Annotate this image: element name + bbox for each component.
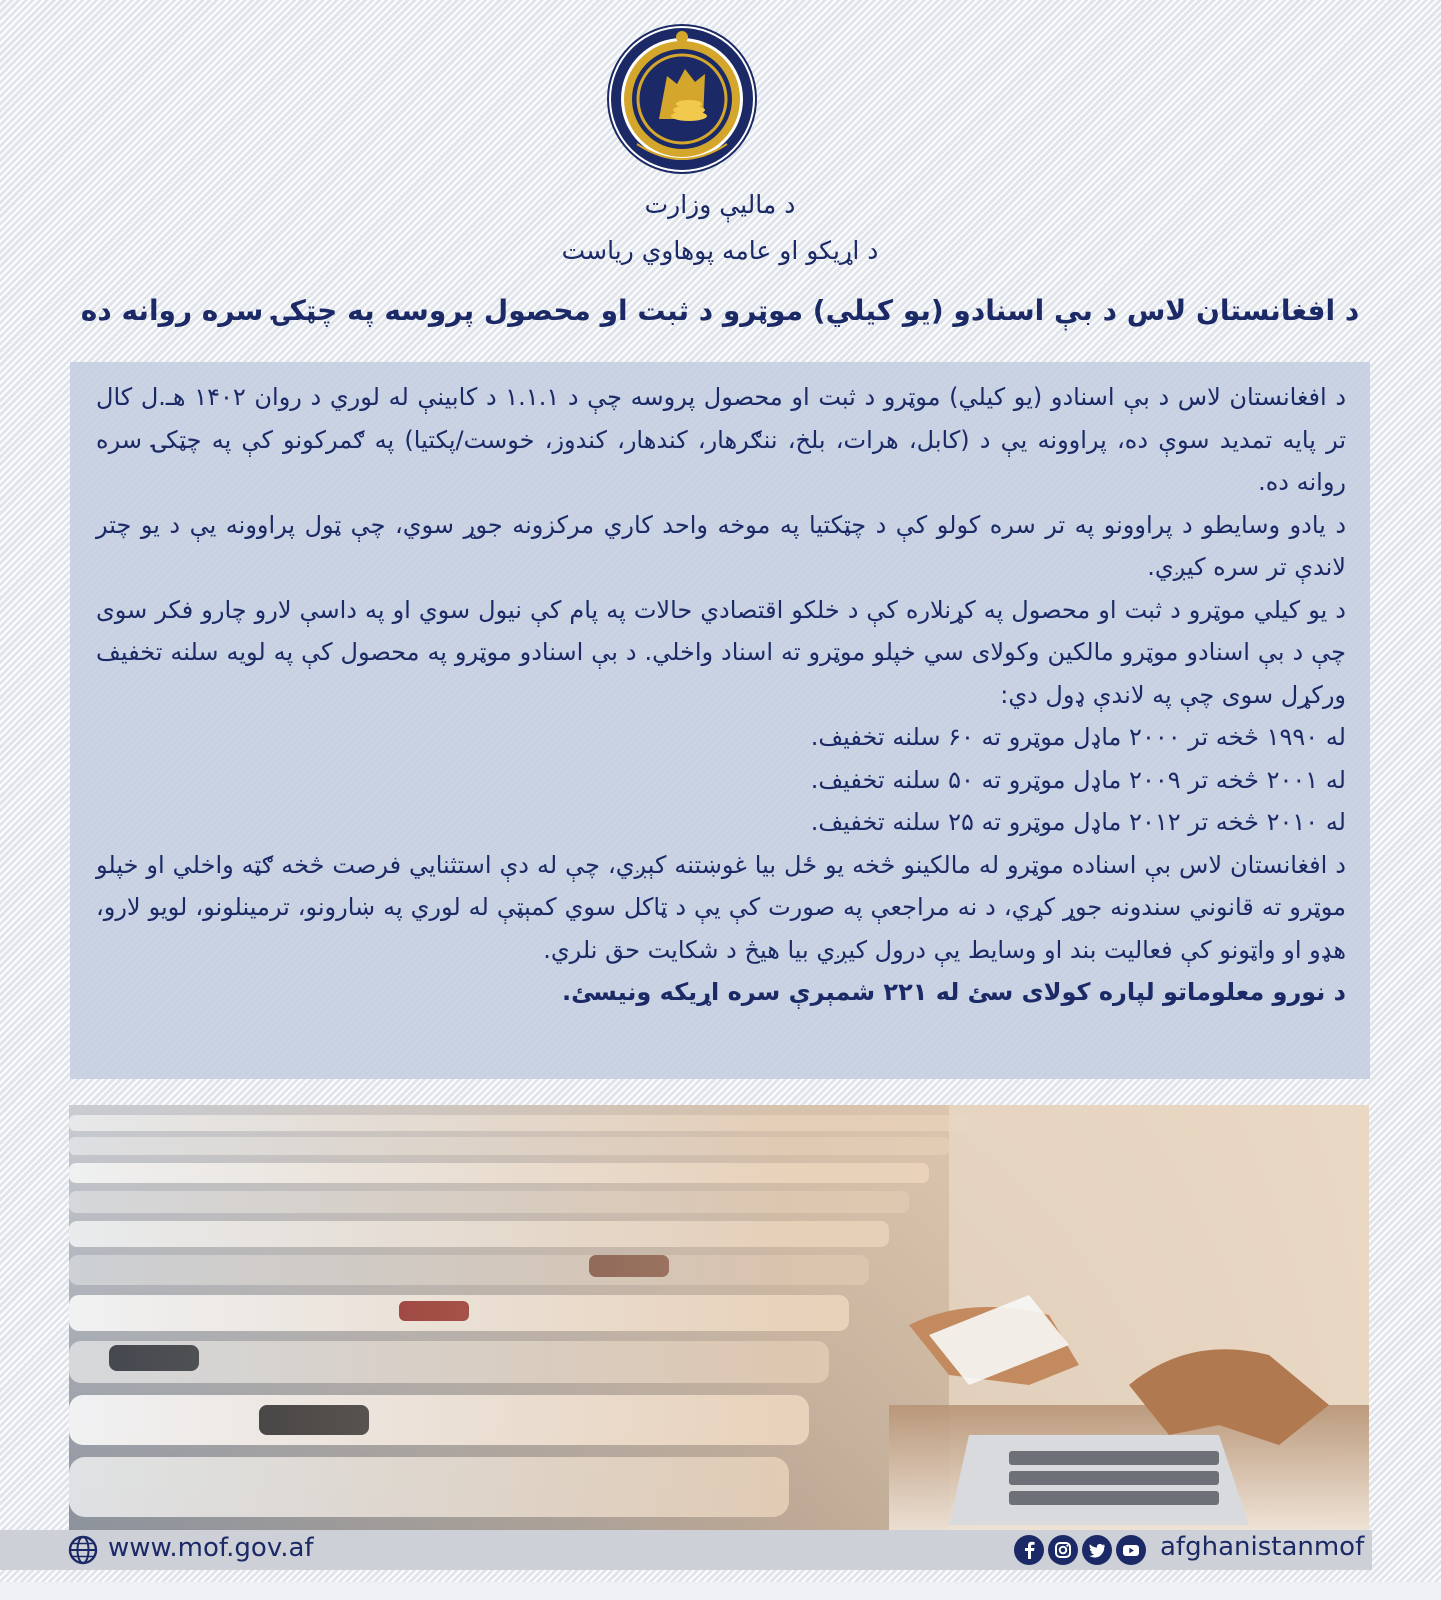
twitter-icon[interactable]	[1082, 1535, 1112, 1565]
bottom-strip	[0, 1582, 1441, 1600]
paragraph-warning: د افغانستان لاس بې اسناده موټرو له مالکينو څخه يو ځل بيا غوښتنه کېږي، چې له دې استثنايي فرصت څخه ګټه واخلي او خپلو موټرو ته قانوني سندونه جوړ کړي، د نه مراجعې په صورت کې يې د ټاکل سوي کمېټې له لوري په ښارونو، ترمينلونو، لويو لارو، هډو او واټونو کې فعاليت بند او وسايط يې درول کيږي بيا هيڅ د شکايت حق نلري.	[96, 850, 1346, 964]
instagram-icon[interactable]	[1048, 1535, 1078, 1565]
ministry-name: د ماليې وزارت	[644, 190, 796, 219]
news-text-box	[70, 362, 1370, 1079]
directorate-name: د اړيکو او عامه پوهاوي رياست	[561, 236, 879, 265]
youtube-icon[interactable]	[1116, 1535, 1146, 1565]
paragraph-intro: د افغانستان لاس د بې اسنادو (يو کيلي) موټرو د ثبت او محصول پروسه چې د ۱.۱.۱ د کابينې له لوري د روان ۱۴۰۲ هـ.ل کال تر پايه تمديد سوې ده، پراوونه يې د (کابل، هرات، بلخ، ننګرهار، کندهار، کندوز، خوست/پکتيا) په ګمرکونو کې په چټکۍ سره روانه ده.	[96, 383, 1347, 496]
paragraph-centers: د يادو وسايطو د پراوونو په تر سره کولو کې د چټکتيا په موخه واحد کاري مرکزونه جوړ سوي، چې ټول پراوونه يې د يو چتر لاندې تر سره کيږي.	[96, 510, 1346, 581]
news-body	[96, 376, 1346, 1014]
paragraph-discounts: د يو کيلي موټرو د ثبت او محصول په کړنلاره کې د خلکو اقتصادي حالات په پام کې نيول سوي او په داسې لارو چارو فکر سوی چې د بې اسنادو موټرو مالکين وکولای سي خپلو موټرو ته اسناد واخلي. د بې اسنادو موټرو په محصول کې په لويه سلنه تخفيف ورکړل سوی چې په لاندې ډول دي:	[96, 595, 1346, 709]
website-link[interactable]: www.mof.gov.af	[108, 1533, 314, 1563]
discount-item-25: له ۲۰۱۰ څخه تر ۲۰۱۲ ماډل موټرو ته ۲۵ سلنه تخفيف.	[810, 808, 1346, 836]
header	[0, 0, 1441, 350]
discount-item-50: له ۲۰۰۱ څخه تر ۲۰۰۹ ماډل موټرو ته ۵۰ سلنه تخفيف.	[810, 765, 1346, 794]
contact-note: د نورو معلوماتو لپاره کولای سئ له ۲۲۱ شمېرې سره اړيکه ونيسئ.	[562, 978, 1346, 1006]
ministry-logo	[607, 24, 757, 174]
facebook-icon[interactable]	[1014, 1535, 1044, 1565]
social-handle[interactable]: afghanistanmof	[1160, 1532, 1365, 1562]
globe-icon	[68, 1535, 98, 1565]
cars-calculator-photo	[69, 1105, 1369, 1530]
discount-item-60: له ۱۹۹۰ څخه تر ۲۰۰۰ ماډل موټرو ته ۶۰ سلنه تخفيف.	[810, 723, 1346, 751]
page-title: د افغانستان لاس د بې اسنادو (يو کيلي) موټرو د ثبت او محصول پروسه په چټکۍ سره روانه ده	[80, 294, 1360, 327]
footer-bar	[0, 1530, 1372, 1570]
ministry-seal-icon	[607, 24, 757, 174]
